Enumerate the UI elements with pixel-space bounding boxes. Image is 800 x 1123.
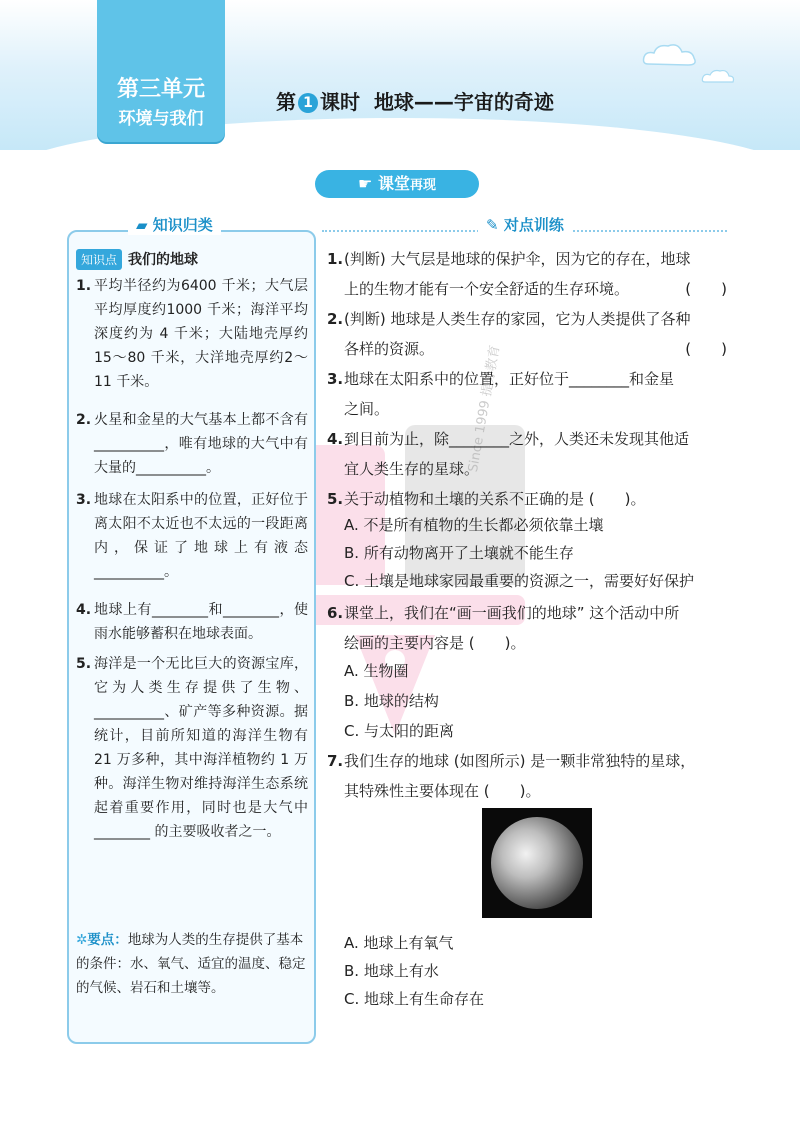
item-number: 4. (76, 602, 92, 618)
question-text: 我们生存的地球 (如图所示) 是一颗非常独特的星球， (344, 752, 696, 770)
folder-icon: ▰ (136, 216, 148, 234)
question-number: 4. (327, 430, 344, 448)
watermark-text: Since 1999 提分教育 (465, 344, 504, 474)
knowledge-section-title (128, 214, 221, 235)
question (327, 484, 727, 514)
unit-subtitle: 环境与我们 (118, 109, 204, 129)
option: A. 地球上有氧气 (344, 934, 454, 952)
knowledge-title-text: 知识归类 (152, 216, 213, 234)
question-text: 地球在太阳系中的位置，正好位于________和金星 (344, 370, 675, 388)
option: B. 所有动物离开了土壤就不能生存 (344, 544, 574, 562)
question-text: 上的生物才能有一个安全舒适的生存环境。 (344, 280, 630, 298)
item-text: 海洋是一个无比巨大的资源宝库，它为人类生存提供了生物、__________、矿产等多种资源。据统计，目前所知道的海洋生物有 21 万多种，其中海洋植物约 1 万种。海洋生物对维持海洋生态系统起着重要作用，同时也是大气中 ________ 的主要吸收者之一。 (94, 656, 308, 840)
question-number: 3. (327, 370, 344, 388)
section-banner (315, 170, 479, 198)
question-number: 6. (327, 604, 344, 622)
unit-badge (97, 0, 225, 142)
item-text: 平均半径约为6400 千米；大气层平均厚度约1000 千米；海洋平均深度约为 4 千米；大陆地壳厚约15～80 千米，大洋地壳厚约2～11 千米。 (94, 278, 308, 390)
option: A. 不是所有植物的生长都必须依靠土壤 (344, 516, 604, 534)
question-text: 宜人类生存的星球。 (344, 460, 480, 478)
item-number: 1. (76, 278, 92, 294)
question (327, 746, 727, 806)
knowledge-item (76, 598, 308, 646)
key-point-text: 地球为人类的生存提供了基本的条件：水、氧气、适宜的温度、稳定的气候、岩石和土壤等。 (76, 932, 306, 996)
question-number: 2. (327, 310, 344, 328)
question-text: (判断) 地球是人类生存的家园，它为人类提供了各种 (344, 310, 691, 328)
question-text: (判断) 大气层是地球的保护伞，因为它的存在，地球 (344, 250, 691, 268)
option: C. 与太阳的距离 (344, 722, 455, 740)
question-number: 1. (327, 250, 344, 268)
lesson-suffix: 课时 (320, 90, 360, 114)
item-number: 2. (76, 412, 92, 428)
option: C. 地球上有生命存在 (344, 990, 485, 1008)
knowledge-item (76, 408, 308, 480)
question-number: 5. (327, 490, 344, 508)
question (327, 424, 727, 484)
option: A. 生物圈 (344, 662, 409, 680)
knowledge-point-topic: 我们的地球 (128, 252, 198, 268)
key-point (76, 928, 308, 1000)
option: B. 地球的结构 (344, 692, 439, 710)
knowledge-item (76, 652, 308, 844)
practice-title-text: 对点训练 (503, 216, 564, 234)
pencil-note-icon: ✎ (486, 216, 499, 234)
knowledge-item (76, 274, 308, 394)
question-number: 7. (327, 752, 344, 770)
question (327, 244, 727, 304)
earth-globe-icon (491, 817, 583, 909)
banner-main: 课堂 (377, 174, 410, 193)
cloud-icon (700, 66, 736, 86)
option: B. 地球上有水 (344, 962, 439, 980)
knowledge-point-tag: 知识点 (76, 249, 122, 270)
unit-label: 第三单元 (116, 77, 205, 102)
lesson-title (276, 86, 554, 115)
question-text: 课堂上，我们在“画一画我们的地球” 这个活动中所 (344, 604, 680, 622)
item-number: 5. (76, 656, 92, 672)
practice-section-title (478, 214, 572, 235)
lesson-number: 1 (298, 93, 318, 113)
question (327, 304, 727, 364)
question-text: 各样的资源。 (344, 340, 435, 358)
pointing-hand-icon: ☛ (358, 174, 373, 193)
banner-sub: 再现 (409, 178, 436, 193)
question (327, 598, 727, 658)
question (327, 364, 727, 424)
item-text: 地球在太阳系中的位置，正好位于离太阳不太近也不太远的一段距离内，保证了地球上有液态__________。 (94, 492, 308, 580)
key-point-label: 要点： (87, 932, 128, 948)
question-text: 之间。 (344, 400, 390, 418)
earth-photo (482, 808, 592, 918)
item-number: 3. (76, 492, 92, 508)
lesson-title-text: 地球——宇宙的奇迹 (373, 90, 554, 114)
cloud-icon (640, 40, 700, 70)
answer-parentheses: ( ) (685, 340, 727, 358)
question-text: 到目前为止，除________之外，人类还未发现其他适 (344, 430, 690, 448)
question-text: 绘画的主要内容是 ( )。 (344, 634, 526, 652)
key-point-icon: ✲ (76, 932, 88, 948)
item-text: 火星和金星的大气基本上都不含有__________，唯有地球的大气中有大量的__________。 (94, 412, 308, 476)
lesson-prefix: 第 (276, 90, 296, 114)
question-text: 关于动植物和土壤的关系不正确的是 ( )。 (344, 490, 646, 508)
question-text: 其特殊性主要体现在 ( )。 (344, 782, 541, 800)
knowledge-item (76, 488, 308, 584)
item-text: 地球上有________和________，使雨水能够蓄积在地球表面。 (94, 602, 308, 642)
option: C. 土壤是地球家园最重要的资源之一，需要好好保护 (344, 572, 695, 590)
answer-parentheses: ( ) (685, 280, 727, 298)
